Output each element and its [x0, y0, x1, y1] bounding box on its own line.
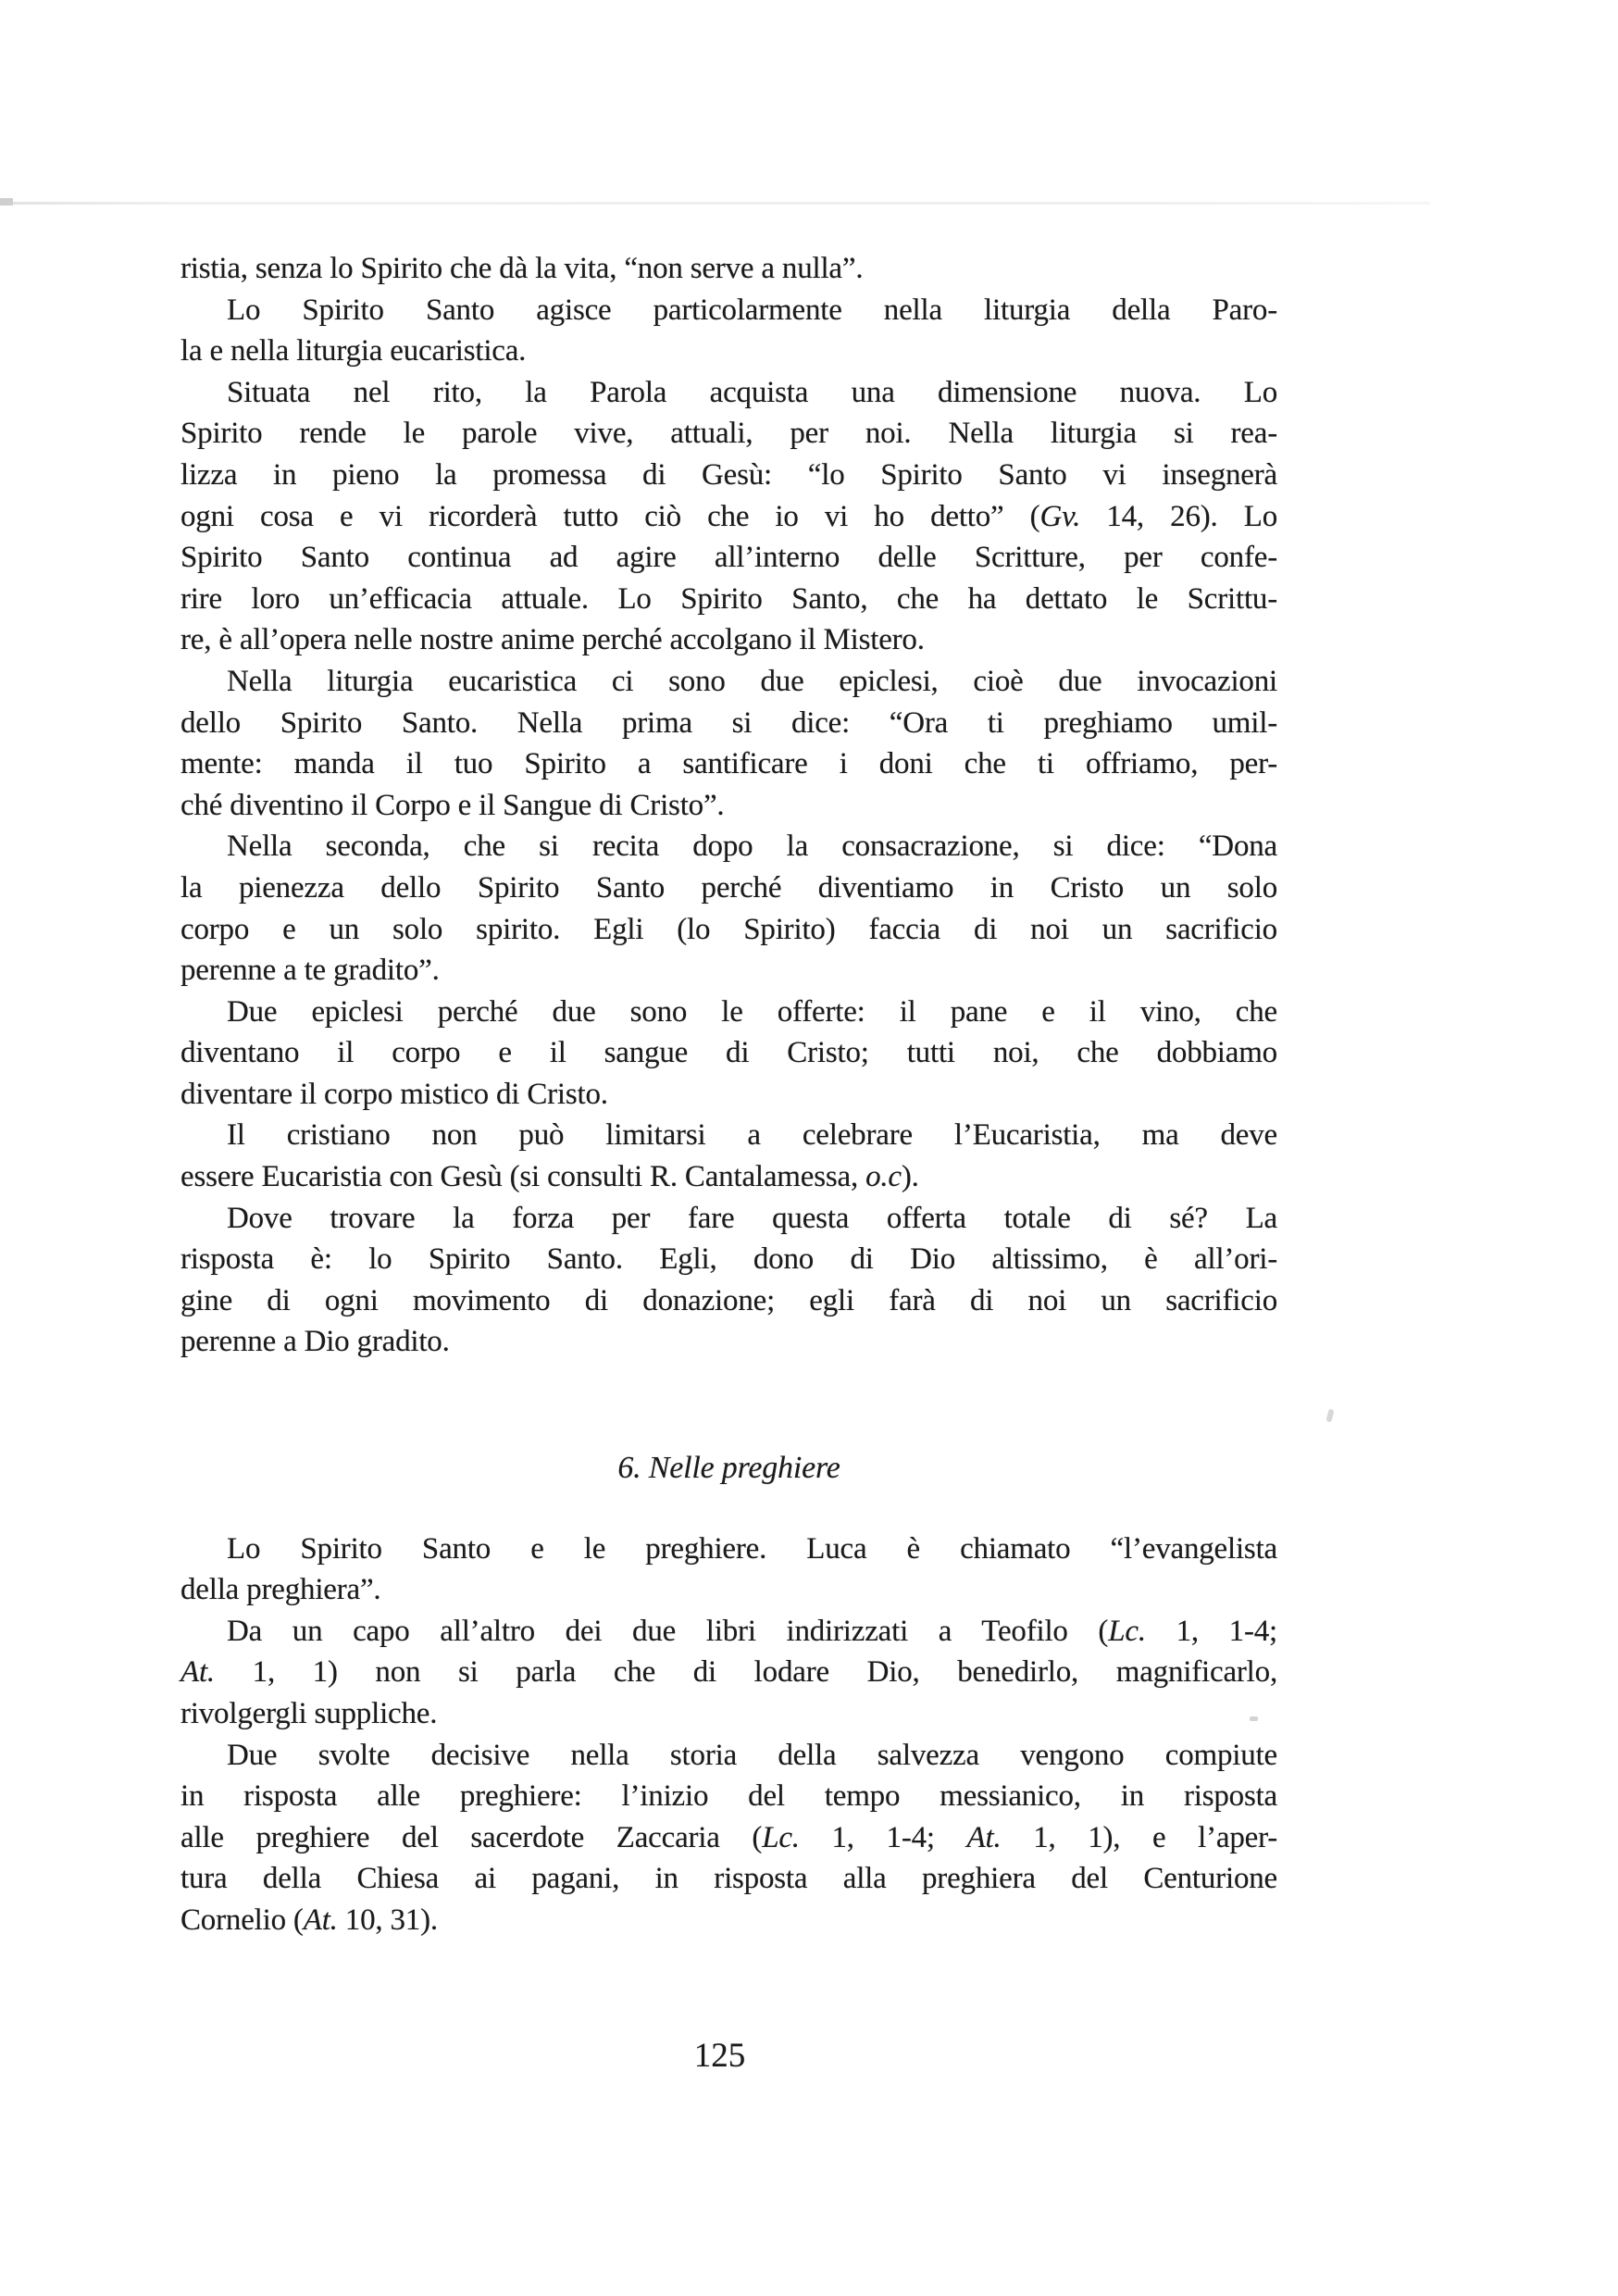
italic-text-run: At. — [966, 1820, 1002, 1854]
scan-speck — [1326, 1408, 1334, 1422]
text-line — [180, 1156, 1277, 1198]
text-run: dello Spirito Santo. Nella prima si dice: “Ora ti preghiamo umil- — [180, 705, 1277, 740]
text-line — [180, 1074, 1277, 1116]
text-run: Nella liturgia eucaristica ci sono due epiclesi, cioè due invocazioni — [227, 664, 1277, 698]
text-line — [180, 1529, 1277, 1570]
section-heading — [180, 1448, 1277, 1490]
text-run: ogni cosa e vi ricorderà tutto ciò che io vi ho detto” ( — [180, 499, 1040, 533]
text-line — [180, 413, 1277, 455]
text-run: Cornelio ( — [180, 1903, 304, 1937]
italic-text-run: At. — [180, 1655, 215, 1690]
text-line — [180, 372, 1277, 414]
text-line — [180, 1115, 1277, 1156]
text-line — [180, 992, 1277, 1033]
text-run: Nella seconda, che si recita dopo la consacrazione, si dice: “Dona — [227, 830, 1277, 864]
text-run: 1, 1-4; — [799, 1820, 967, 1854]
text-run: Dove trovare la forza per fare questa offerta totale di sé? La — [227, 1201, 1277, 1235]
text-run: Il cristiano non può limitarsi a celebrare l’Eucaristia, ma deve — [227, 1118, 1277, 1153]
text-run: 10, 31). — [337, 1903, 438, 1937]
text-run: 14, 26). Lo — [1080, 499, 1278, 533]
text-line — [180, 703, 1277, 744]
text-line — [180, 331, 1277, 372]
italic-text-run: o.c — [865, 1160, 902, 1194]
text-line — [180, 909, 1277, 951]
text-line — [180, 1569, 1277, 1611]
text-run: 1, 1), e l’aper- — [1001, 1820, 1277, 1854]
text-run: diventare il corpo mistico di Cristo. — [180, 1077, 608, 1111]
text-run: Spirito rende le parole vive, attuali, per noi. Nella liturgia si rea- — [180, 417, 1277, 451]
text-line — [180, 826, 1277, 867]
text-line — [180, 579, 1277, 620]
text-line — [180, 1693, 1277, 1735]
text-run: risposta è: lo Spirito Santo. Egli, dono di Dio altissimo, è all’ori- — [180, 1242, 1277, 1277]
text-line — [180, 1032, 1277, 1074]
text-run: rire loro un’efficacia attuale. Lo Spirito Santo, che ha dettato le Scrittu- — [180, 581, 1277, 616]
text-run: ché diventino il Corpo e il Sangue di Cristo”. — [180, 788, 725, 822]
italic-text-run: At. — [303, 1903, 338, 1937]
text-run: in risposta alle preghiere: l’inizio del tempo messianico, in risposta — [180, 1779, 1277, 1814]
text-run: gine di ogni movimento di donazione; egli farà di noi un sacrificio — [180, 1283, 1277, 1317]
text-run: lizza in pieno la promessa di Gesù: “lo Spirito Santo vi insegnerà — [180, 457, 1277, 492]
text-run: perenne a Dio gradito. — [180, 1325, 450, 1359]
text-line — [180, 950, 1277, 992]
text-line — [180, 1280, 1277, 1322]
text-run: ). — [901, 1160, 919, 1194]
text-line — [180, 248, 1277, 290]
text-run: 1, 1-4; — [1145, 1614, 1278, 1648]
text-line — [180, 1776, 1277, 1817]
text-run: Spirito Santo continua ad agire all’interno delle Scritture, per confe- — [180, 541, 1277, 575]
italic-text-run: Lc. — [1108, 1614, 1146, 1648]
text-run: re, è all’opera nelle nostre anime perché accolgano il Mistero. — [180, 623, 925, 657]
text-line — [180, 1900, 1277, 1941]
text-line — [180, 1858, 1277, 1900]
text-run: mente: manda il tuo Spirito a santificare i doni che ti offriamo, per- — [180, 747, 1277, 781]
text-line — [180, 1817, 1277, 1859]
text-run: diventano il corpo e il sangue di Cristo; tutti noi, che dobbiamo — [180, 1036, 1277, 1070]
text-line — [180, 1611, 1277, 1653]
text-line — [180, 1321, 1277, 1363]
text-run: Due epiclesi perché due sono le offerte: il pane e il vino, che — [227, 994, 1277, 1029]
text-run: alle preghiere del sacerdote Zaccaria ( — [180, 1820, 763, 1854]
text-line — [180, 743, 1277, 785]
text-line — [180, 1239, 1277, 1280]
text-run: Da un capo all’altro dei due libri indirizzati a Teofilo ( — [227, 1614, 1109, 1648]
italic-text-run: Gv. — [1039, 499, 1081, 533]
text-line — [180, 661, 1277, 703]
text-line — [180, 1198, 1277, 1240]
scan-artifact-line — [0, 202, 1430, 205]
text-run: della preghiera”. — [180, 1573, 381, 1607]
italic-text-run: 6. Nelle preghiere — [617, 1451, 840, 1486]
text-line — [180, 1735, 1277, 1777]
text-run: la e nella liturgia eucaristica. — [180, 334, 527, 368]
text-run: perenne a te gradito”. — [180, 954, 440, 988]
scan-artifact-tick — [0, 198, 13, 206]
page-text — [180, 248, 1277, 1941]
text-run: ristia, senza lo Spirito che dà la vita, “non serve a nulla”. — [180, 252, 864, 285]
text-line — [180, 1652, 1277, 1693]
text-run: Situata nel rito, la Parola acquista una dimensione nuova. Lo — [227, 375, 1277, 409]
text-run: Due svolte decisive nella storia della salvezza vengono compiute — [227, 1738, 1277, 1772]
text-run: rivolgergli suppliche. — [180, 1697, 438, 1730]
text-run: corpo e un solo spirito. Egli (lo Spirito) faccia di noi un sacrificio — [180, 912, 1277, 946]
text-run: 1, 1) non si parla che di lodare Dio, benedirlo, magnificarlo, — [214, 1655, 1277, 1690]
text-run: essere Eucaristia con Gesù (si consulti R. Cantalamessa, — [180, 1160, 866, 1194]
page-number: 125 — [693, 2037, 746, 2075]
text-line — [180, 455, 1277, 496]
text-line — [180, 537, 1277, 579]
italic-text-run: Lc. — [762, 1820, 800, 1854]
text-run: tura della Chiesa ai pagani, in risposta alla preghiera del Centurione — [180, 1862, 1277, 1896]
text-line — [180, 496, 1277, 538]
text-run: la pienezza dello Spirito Santo perché diventiamo in Cristo un solo — [180, 870, 1277, 905]
text-line — [180, 785, 1277, 827]
text-run: Lo Spirito Santo agisce particolarmente nella liturgia della Paro- — [227, 293, 1277, 327]
text-run: Lo Spirito Santo e le preghiere. Luca è chiamato “l’evangelista — [227, 1531, 1277, 1566]
text-line — [180, 619, 1277, 661]
text-line — [180, 867, 1277, 909]
text-line — [180, 290, 1277, 331]
